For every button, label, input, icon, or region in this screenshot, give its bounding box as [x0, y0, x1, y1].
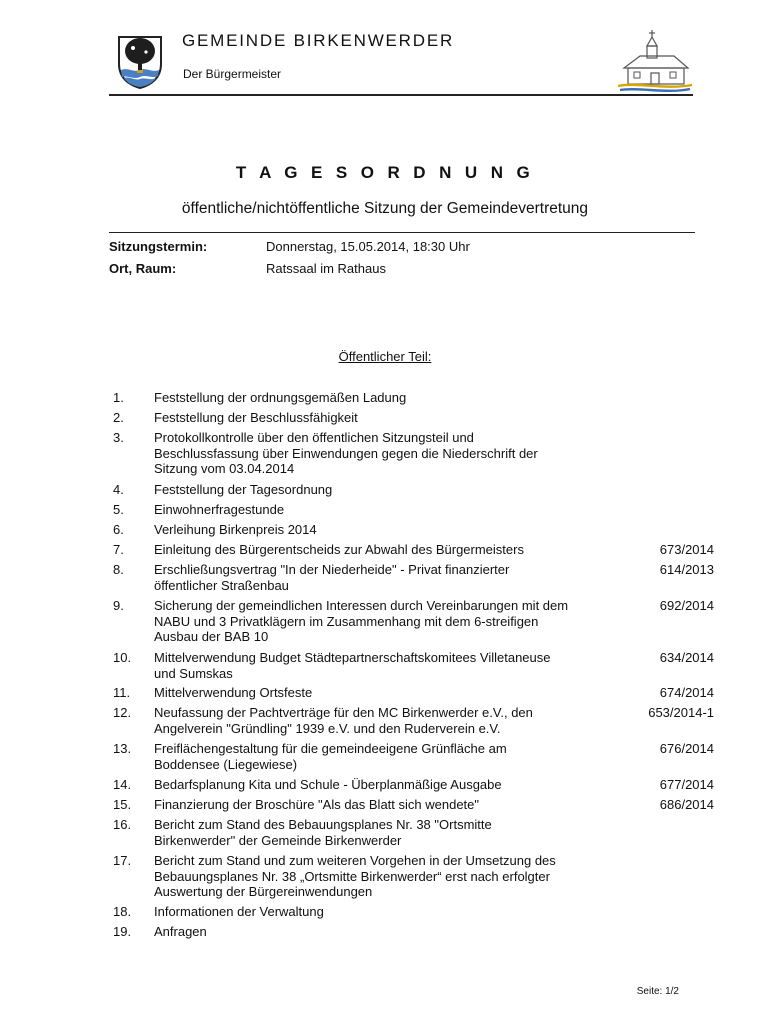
agenda-item-line: Informationen der Verwaltung — [154, 904, 324, 919]
agenda-item-line: Erschließungsvertrag "In der Niederheide" - Privat finanzierter — [154, 562, 510, 577]
agenda-item-number: 3. — [113, 430, 124, 445]
agenda-item-number: 5. — [113, 502, 124, 517]
agenda-item-text — [154, 482, 624, 498]
document-subtitle: öffentliche/nichtöffentliche Sitzung der Gemeindevertretung — [181, 200, 589, 217]
agenda-item-line: Beschlussfassung über Einwendungen gegen die Niederschrift der — [154, 445, 538, 461]
agenda-item-text — [154, 904, 624, 920]
agenda-item-text — [154, 924, 624, 940]
meta-divider — [109, 232, 695, 233]
section-heading: Öffentlicher Teil: — [338, 349, 432, 364]
org-subtitle: Der Bürgermeister — [183, 67, 282, 81]
agenda-item-reference: 674/2014 — [659, 685, 714, 700]
agenda-item-line: Freiflächengestaltung für die gemeindeeigene Grünfläche am — [154, 741, 507, 756]
agenda-item-number: 8. — [113, 562, 124, 577]
agenda-item-number: 2. — [113, 410, 124, 425]
agenda-item-text — [154, 542, 624, 558]
agenda-item-line: Finanzierung der Broschüre "Als das Blatt sich wendete" — [154, 797, 480, 812]
agenda-item-text — [154, 562, 624, 593]
agenda-item-line: Protokollkontrolle über den öffentlichen Sitzungsteil und — [154, 430, 474, 445]
agenda-item-number: 13. — [113, 741, 132, 756]
agenda-item-line: Feststellung der ordnungsgemäßen Ladung — [154, 390, 407, 405]
meeting-place-value: Ratssaal im Rathaus — [266, 261, 386, 276]
agenda-item-line: Bericht zum Stand und zum weiteren Vorgehen in der Umsetzung des — [154, 853, 556, 868]
agenda-item-text — [154, 522, 624, 538]
agenda-item-line: Bedarfsplanung Kita und Schule - Überplanmäßige Ausgabe — [154, 777, 502, 792]
agenda-item-line: Boddensee (Liegewiese) — [154, 756, 298, 772]
agenda-item-line: und Sumskas — [154, 665, 233, 681]
agenda-item-reference: 634/2014 — [659, 650, 714, 665]
agenda-item-text — [154, 741, 624, 772]
agenda-item-line: Mittelverwendung Budget Städtepartnerschaftskomitees Villetaneuse — [154, 650, 551, 665]
agenda-item-line: Bericht zum Stand des Bebauungsplanes Nr. 38 "Ortsmitte — [154, 817, 492, 832]
agenda-item-number: 12. — [113, 705, 132, 720]
agenda-item-number: 19. — [113, 924, 132, 939]
agenda-item-line: Feststellung der Beschlussfähigkeit — [154, 410, 358, 425]
agenda-item-reference: 692/2014 — [659, 598, 714, 613]
agenda-item-reference: 673/2014 — [659, 542, 714, 557]
agenda-item-reference: 614/2013 — [659, 562, 714, 577]
meeting-place-label: Ort, Raum: — [109, 261, 177, 276]
agenda-item-number: 15. — [113, 797, 132, 812]
agenda-item-number: 9. — [113, 598, 124, 613]
agenda-item-text — [154, 685, 624, 701]
agenda-item-line: Feststellung der Tagesordnung — [154, 482, 333, 497]
agenda-item-text — [154, 410, 624, 426]
org-name: GEMEINDE BIRKENWERDER — [182, 31, 455, 50]
agenda-item-text — [154, 430, 624, 477]
agenda-item-number: 17. — [113, 853, 132, 868]
agenda-item-number: 10. — [113, 650, 132, 665]
agenda-item-text — [154, 853, 624, 900]
agenda-item-line: Verleihung Birkenpreis 2014 — [154, 522, 317, 537]
agenda-item-line: Angelverein "Gründling" 1939 e.V. und den Ruderverein e.V. — [154, 720, 501, 736]
agenda-item-text — [154, 797, 624, 813]
agenda-item-number: 1. — [113, 390, 124, 405]
agenda-item-line: NABU und 3 Privatklägern im Zusammenhang mit dem 6-streifigen — [154, 613, 539, 629]
agenda-item-line: öffentlicher Straßenbau — [154, 577, 289, 593]
agenda-item-reference: 676/2014 — [659, 741, 714, 756]
agenda-item-line: Ausbau der BAB 10 — [154, 629, 269, 645]
header-divider — [109, 94, 693, 96]
agenda-item-reference: 653/2014-1 — [648, 705, 714, 720]
agenda-item-text — [154, 777, 624, 793]
page-number: Seite: 1/2 — [636, 986, 679, 997]
agenda-item-line: Sicherung der gemeindlichen Interessen durch Vereinbarungen mit dem — [154, 598, 569, 613]
agenda-item-reference: 686/2014 — [659, 797, 714, 812]
agenda-item-line: Sitzung vom 03.04.2014 — [154, 461, 295, 477]
agenda-item-number: 18. — [113, 904, 132, 919]
agenda-item-number: 16. — [113, 817, 132, 832]
agenda-item-text — [154, 502, 624, 518]
agenda-item-number: 7. — [113, 542, 124, 557]
church-logo-icon — [616, 28, 694, 94]
agenda-item-number: 4. — [113, 482, 124, 497]
meeting-date-value: Donnerstag, 15.05.2014, 18:30 Uhr — [266, 239, 470, 254]
agenda-item-line: Bebauungsplanes Nr. 38 „Ortsmitte Birkenwerder“ erst nach erfolgter — [154, 868, 550, 884]
agenda-item-line: Birkenwerder" der Gemeinde Birkenwerder — [154, 832, 402, 848]
agenda-item-text — [154, 598, 624, 645]
agenda-item-line: Neufassung der Pachtverträge für den MC Birkenwerder e.V., den — [154, 705, 533, 720]
agenda-item-line: Mittelverwendung Ortsfeste — [154, 685, 313, 700]
agenda-item-text — [154, 650, 624, 681]
agenda-item-line: Auswertung der Bürgereinwendungen — [154, 884, 373, 900]
agenda-item-line: Einleitung des Bürgerentscheids zur Abwahl des Bürgermeisters — [154, 542, 524, 557]
agenda-item-line: Einwohnerfragestunde — [154, 502, 285, 517]
municipal-crest-icon — [116, 34, 164, 90]
agenda-item-text — [154, 390, 624, 406]
meeting-date-label: Sitzungstermin: — [109, 239, 208, 254]
document-title: T A G E S O R D N U N G — [235, 163, 535, 182]
agenda-item-text — [154, 705, 624, 736]
agenda-item-line: Anfragen — [154, 924, 207, 939]
agenda-item-number: 6. — [113, 522, 124, 537]
agenda-item-reference: 677/2014 — [659, 777, 714, 792]
agenda-item-text — [154, 817, 624, 848]
agenda-item-number: 11. — [113, 685, 131, 700]
agenda-item-number: 14. — [113, 777, 132, 792]
